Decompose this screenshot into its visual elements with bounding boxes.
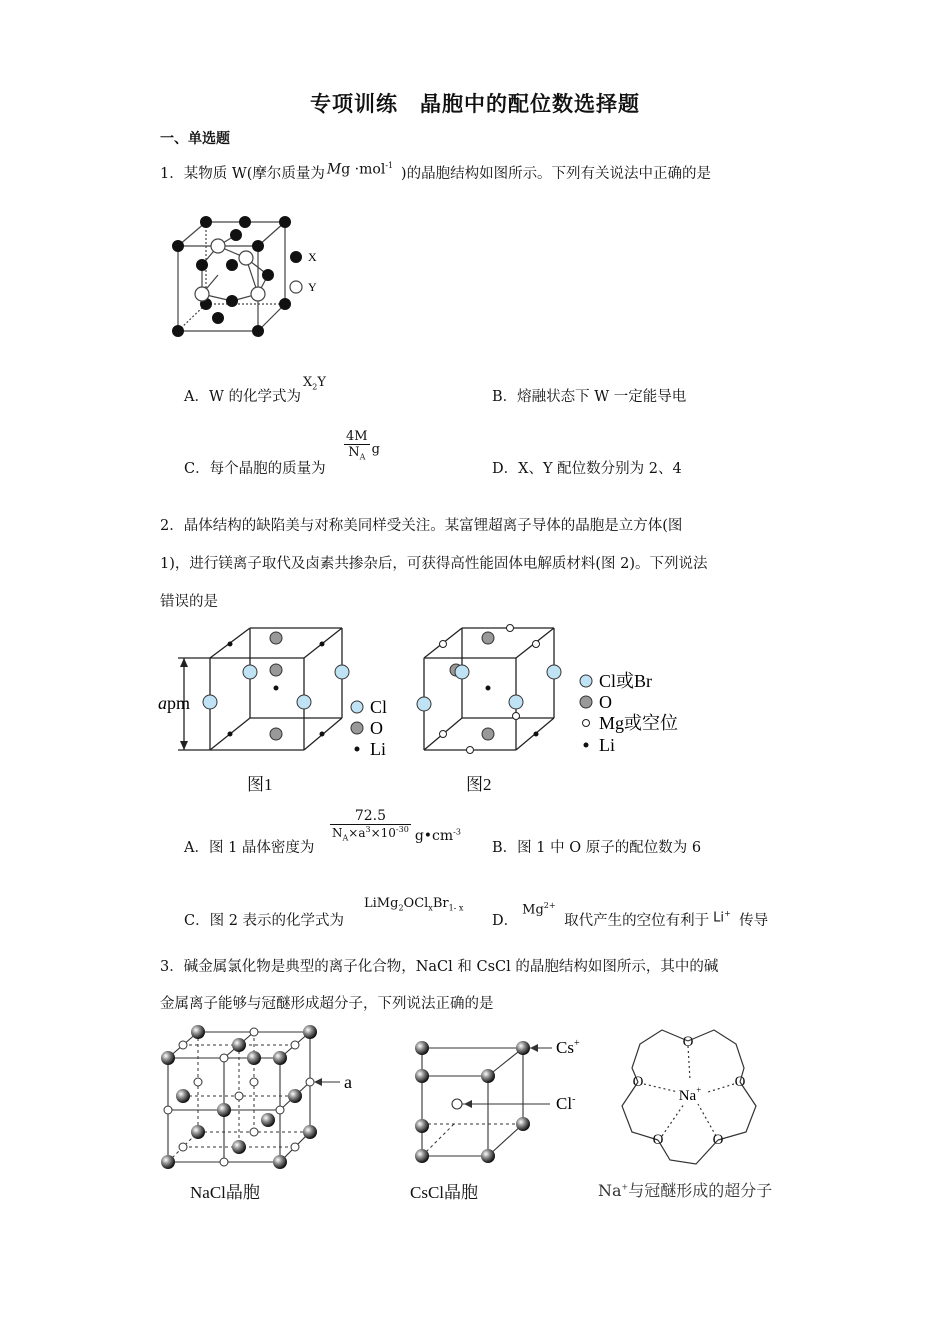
q2-frac-num: 72.5 [330,808,411,825]
q2-unit: g•cm [414,827,454,844]
q2-frac-den-exp: 3 [365,825,371,834]
q1-stem [160,162,711,186]
crown-o-bottom-right: O [712,1132,724,1148]
q2-line3: 错误的是 [160,594,218,610]
crown-o-top: O [682,1034,694,1050]
fig1-legend-li: Li [370,739,386,759]
fig2-legend-li: Li [599,735,615,755]
q2-option-d-prefix: D． [492,913,519,929]
q1-option-c[interactable] [184,457,326,478]
crown-caption-text: 与冠醚形成的超分子 [628,1181,773,1200]
cs-sup: + [573,1038,580,1049]
q2-option-b[interactable]: B．图 1 中 O 原子的配位数为 6 [492,840,702,856]
q2-formula-limg: LiMg [364,896,399,911]
q2-ion-li-sup: + [724,909,731,918]
q2-option-d[interactable] [492,901,769,930]
page-title: 专项训练 晶胞中的配位数选择题 [310,92,640,116]
q2-ion-mg: Mg [522,902,544,918]
q1-unit-m: M [326,161,342,178]
q2-option-d-end: 传导 [739,913,769,929]
crown-na: Na [678,1088,697,1104]
fig2-legend-clbr: Cl或Br [599,671,653,691]
q1-crystal-figure [168,205,328,347]
nacl-caption: NaCl晶胞 [190,1183,260,1202]
q1-option-d[interactable]: D．X、Y 配位数分别为 2、4 [492,461,682,477]
q1-frac-num: 4M [346,429,368,444]
q1-stem-a: 1．某物质 W(摩尔质量为 [160,166,325,182]
cl-label: Cl [556,1094,573,1113]
q2-option-c-formula [364,896,463,913]
cs-label: Cs [556,1038,574,1057]
q1-legend-x: X [308,250,317,264]
q2-frac-den-n: N [332,826,343,840]
q1-frac-unit: g [371,442,380,457]
cscl-crystal-figure [380,1022,600,1172]
q2-frac-den-rest: ×a [348,826,366,840]
svg-text:Na+ [679,1085,702,1104]
crown-na-sup: + [696,1085,702,1095]
q2-frac-den-sub: A [342,833,349,843]
q2-option-a-text: A．图 1 晶体密度为 [184,840,315,856]
fig1-dim-a: a [158,693,167,713]
q1-unit-rest: g ·mol [341,161,386,178]
q1-formula-x: X [302,375,313,390]
q2-formula-sub2: 2 [398,903,404,913]
nacl-label-a: a [344,1072,352,1092]
section-heading: 一、单选题 [160,131,230,147]
q2-formula-sub1x: 1- x [448,903,464,913]
q1-option-a[interactable] [184,375,337,406]
q1-legend-y: Y [308,280,317,294]
fig1-dim-unit: pm [167,693,191,713]
q2-figure-1 [158,620,398,798]
q1-formula-sub: 2 [312,382,318,392]
q1-frac-den: N [348,445,360,460]
fig1-caption: 图1 [247,775,273,794]
fig2-legend-o: O [599,692,612,712]
q1-frac-den-sub: A [359,452,366,462]
crown-caption-na: Na [598,1181,622,1200]
q2-formula-br: Br [432,896,449,911]
fig1-legend-cl: Cl [370,697,388,717]
q2-unit-exp: -3 [453,827,461,836]
crown-o-left: O [632,1074,644,1090]
crown-o-right: O [734,1074,746,1090]
q1-option-a-text: A．W 的化学式为 [184,389,301,405]
svg-text:Cs+ [556,1038,580,1057]
q1-option-c-fraction [344,429,380,462]
fig1-legend-o: O [370,718,383,738]
q1-option-b[interactable]: B．熔融状态下 W 一定能导电 [492,389,687,405]
q2-line2: 1)，进行镁离子取代及卤素共掺杂后，可获得高性能固体电解质材料(图 2)。下列说法 [160,556,708,572]
q2-ion-li: Li [713,910,724,926]
q2-frac-den-tail-exp: -30 [395,825,409,834]
q2-option-a[interactable] [184,836,314,857]
q1-unit-exp: -1 [385,161,394,170]
cscl-caption: CsCl晶胞 [410,1183,479,1202]
q2-option-c-text: C．图 2 表示的化学式为 [184,913,345,929]
q2-line1: 2．晶体结构的缺陷美与对称美同样受关注。某富锂超离子导体的晶胞是立方体(图 [160,518,683,534]
q3-line2: 金属离子能够与冠醚形成超分子，下列说法正确的是 [160,996,494,1012]
q3-line1: 3．碱金属氯化物是典型的离子化合物，NaCl 和 CsCl 的晶胞结构如图所示，其中的碱 [160,959,719,975]
q1-option-c-text: C．每个晶胞的质量为 [184,461,326,477]
crown-caption-sup: + [621,1182,629,1192]
q2-frac-den-tail: ×10 [370,826,396,840]
fig2-legend-mg: Mg或空位 [599,713,679,733]
q2-option-d-mid: 取代产生的空位有利于 [564,913,710,929]
fig2-caption: 图2 [466,775,492,794]
q2-ion-mg-sup: 2+ [543,901,556,910]
q2-figure-2 [412,620,702,798]
cl-sup: - [572,1094,576,1105]
q2-formula-ocl: OCl [403,896,429,911]
q1-formula-y: Y [317,375,326,390]
crown-caption [598,1178,772,1201]
q2-option-c[interactable] [184,909,344,930]
q1-stem-b: )的晶胞结构如图所示。下列有关说法中正确的是 [400,166,712,182]
crown-ether-figure [600,1022,790,1182]
crown-o-bottom-left: O [652,1132,664,1148]
svg-text:Cl- [556,1094,575,1113]
q2-option-a-fraction [330,808,461,842]
svg-text:apm [158,693,190,713]
nacl-crystal-figure [150,1020,370,1180]
q2-formula-subx: x [428,903,433,913]
